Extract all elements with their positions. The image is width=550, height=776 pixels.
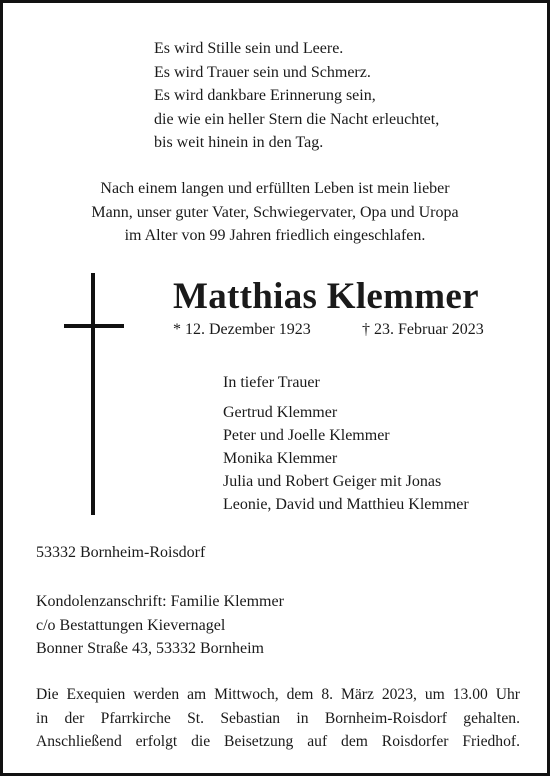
mourners-heading: In tiefer Trauer (223, 374, 320, 391)
cross-icon (64, 273, 124, 515)
condolence-address (36, 590, 284, 661)
intro-line: Mann, unser guter Vater, Schwiegervater, Opa und Uropa (91, 203, 459, 221)
funeral-line: Die Exequien werden am Mittwoch, dem 8. März 2023, um 13.00 Uhr (36, 686, 520, 703)
life-dates (173, 321, 484, 339)
poem-line: bis weit hinein in den Tag. (154, 134, 324, 151)
poem-line: Es wird dankbare Erinnerung sein, (154, 87, 376, 104)
intro-text (3, 177, 547, 248)
address-line: c/o Bestattungen Kievernagel (36, 616, 226, 634)
poem (154, 37, 439, 155)
mourner-name: Gertrud Klemmer (223, 404, 338, 421)
mourners-list (223, 371, 469, 516)
funeral-details (36, 683, 520, 754)
mourner-name: Julia und Robert Geiger mit Jonas (223, 473, 442, 490)
location: 53332 Bornheim-Roisdorf (36, 544, 206, 561)
funeral-line: in der Pfarrkirche St. Sebastian in Bornheim-Roisdorf gehalten. (36, 709, 520, 727)
intro-line: im Alter von 99 Jahren friedlich eingeschlafen. (124, 227, 426, 244)
address-line: Bonner Straße 43, 53332 Bornheim (36, 640, 264, 657)
deceased-name: Matthias Klemmer (173, 276, 479, 317)
poem-line: Es wird Stille sein und Leere. (154, 40, 344, 57)
mourner-name: Leonie, David und Matthieu Klemmer (223, 496, 469, 513)
mourner-name: Monika Klemmer (223, 450, 338, 467)
death-date: † 23. Februar 2023 (362, 321, 484, 338)
poem-line: die wie ein heller Stern die Nacht erleuchtet, (154, 110, 440, 128)
address-line: Kondolenzanschrift: Familie Klemmer (36, 593, 284, 610)
funeral-line: Anschließend erfolgt die Beisetzung auf dem Roisdorfer Friedhof. (36, 733, 520, 750)
mourner-name: Peter und Joelle Klemmer (223, 427, 390, 444)
poem-line: Es wird Trauer sein und Schmerz. (154, 63, 371, 81)
birth-date: * 12. Dezember 1923 (173, 321, 311, 338)
intro-line: Nach einem langen und erfüllten Leben ist mein lieber (100, 180, 450, 197)
